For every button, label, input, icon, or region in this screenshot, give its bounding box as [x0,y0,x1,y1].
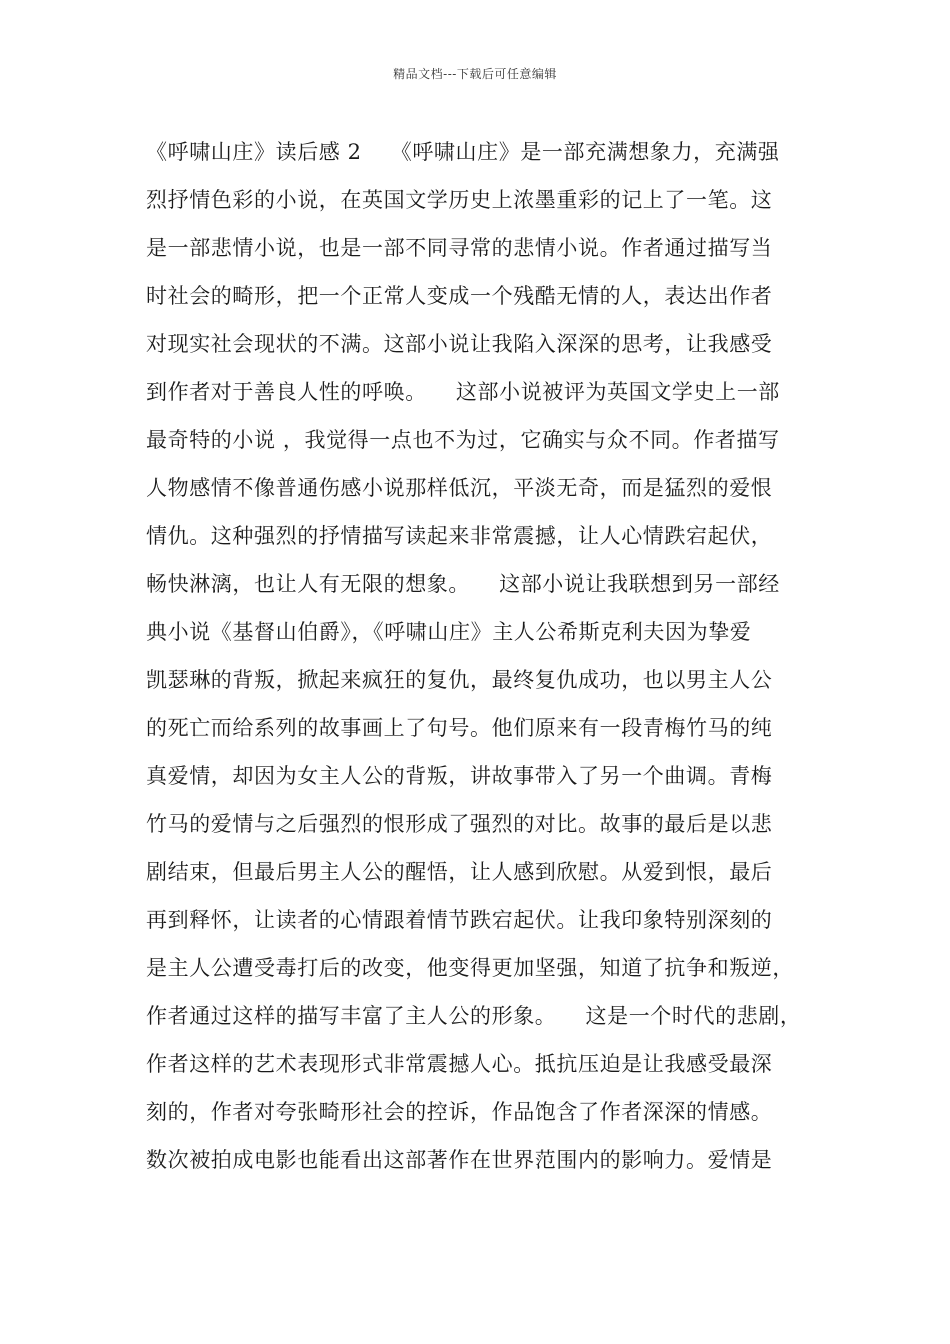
text-line: 再到释怀，让读者的心情跟着情节跌宕起伏。让我印象特别深刻的 [146,908,773,932]
document-body [146,135,816,1191]
text-line: 作者通过这样的描写丰富了主人公的形象。 这是一个时代的悲剧， [146,1004,802,1028]
text-line: 是一部悲情小说，也是一部不同寻常的悲情小说。作者通过描写当 [146,236,773,260]
text-line: 凯瑟琳的背叛，掀起来疯狂的复仇，最终复仇成功，也以男主人公 [146,668,773,692]
text-line: 情仇。这种强烈的抒情描写读起来非常震撼，让人心情跌宕起伏， [146,524,773,548]
text-line: 真爱情，却因为女主人公的背叛，讲故事带入了另一个曲调。青梅 [146,764,773,788]
text-line: 烈抒情色彩的小说，在英国文学历史上浓墨重彩的记上了一笔。这 [146,188,773,212]
text-line: 作者这样的艺术表现形式非常震撼人心。抵抗压迫是让我感受最深 [146,1052,773,1076]
text-line: 数次被拍成电影也能看出这部著作在世界范围内的影响力。爱情是 [146,1148,773,1172]
text-line: 竹马的爱情与之后强烈的恨形成了强烈的对比。故事的最后是以悲 [146,812,773,836]
text-line: 的死亡而给系列的故事画上了句号。他们原来有一段青梅竹马的纯 [146,716,773,740]
page-header: 精品文档---下载后可任意编辑 [393,67,557,81]
text-line: 时社会的畸形，把一个正常人变成一个残酷无情的人，表达出作者 [146,284,773,308]
text-line: 典小说《基督山伯爵》，《呼啸山庄》主人公希斯克利夫因为挚爱 [146,620,752,644]
text-line: 对现实社会现状的不满。这部小说让我陷入深深的思考，让我感受 [146,332,773,356]
text-line: 是主人公遭受毒打后的改变，他变得更加坚强，知道了抗争和叛逆， [146,956,794,980]
text-line: 剧结束，但最后男主人公的醒悟，让人感到欣慰。从爱到恨，最后 [146,860,773,884]
text-line: 人物感情不像普通伤感小说那样低沉，平淡无奇，而是猛烈的爱恨 [146,476,773,500]
text-line: 到作者对于善良人性的呼唤。 这部小说被评为英国文学史上一部 [146,380,780,404]
text-line: 刻的，作者对夸张畸形社会的控诉，作品饱含了作者深深的情感。 [146,1100,773,1124]
text-line: 最奇特的小说 ，我觉得一点也不为过，它确实与众不同。作者描写 [146,428,780,452]
text-line: 《呼啸山庄》读后感 2 《呼啸山庄》是一部充满想象力，充满强 [146,140,780,164]
text-line: 畅快淋漓，也让人有无限的想象。 这部小说让我联想到另一部经 [146,572,780,596]
